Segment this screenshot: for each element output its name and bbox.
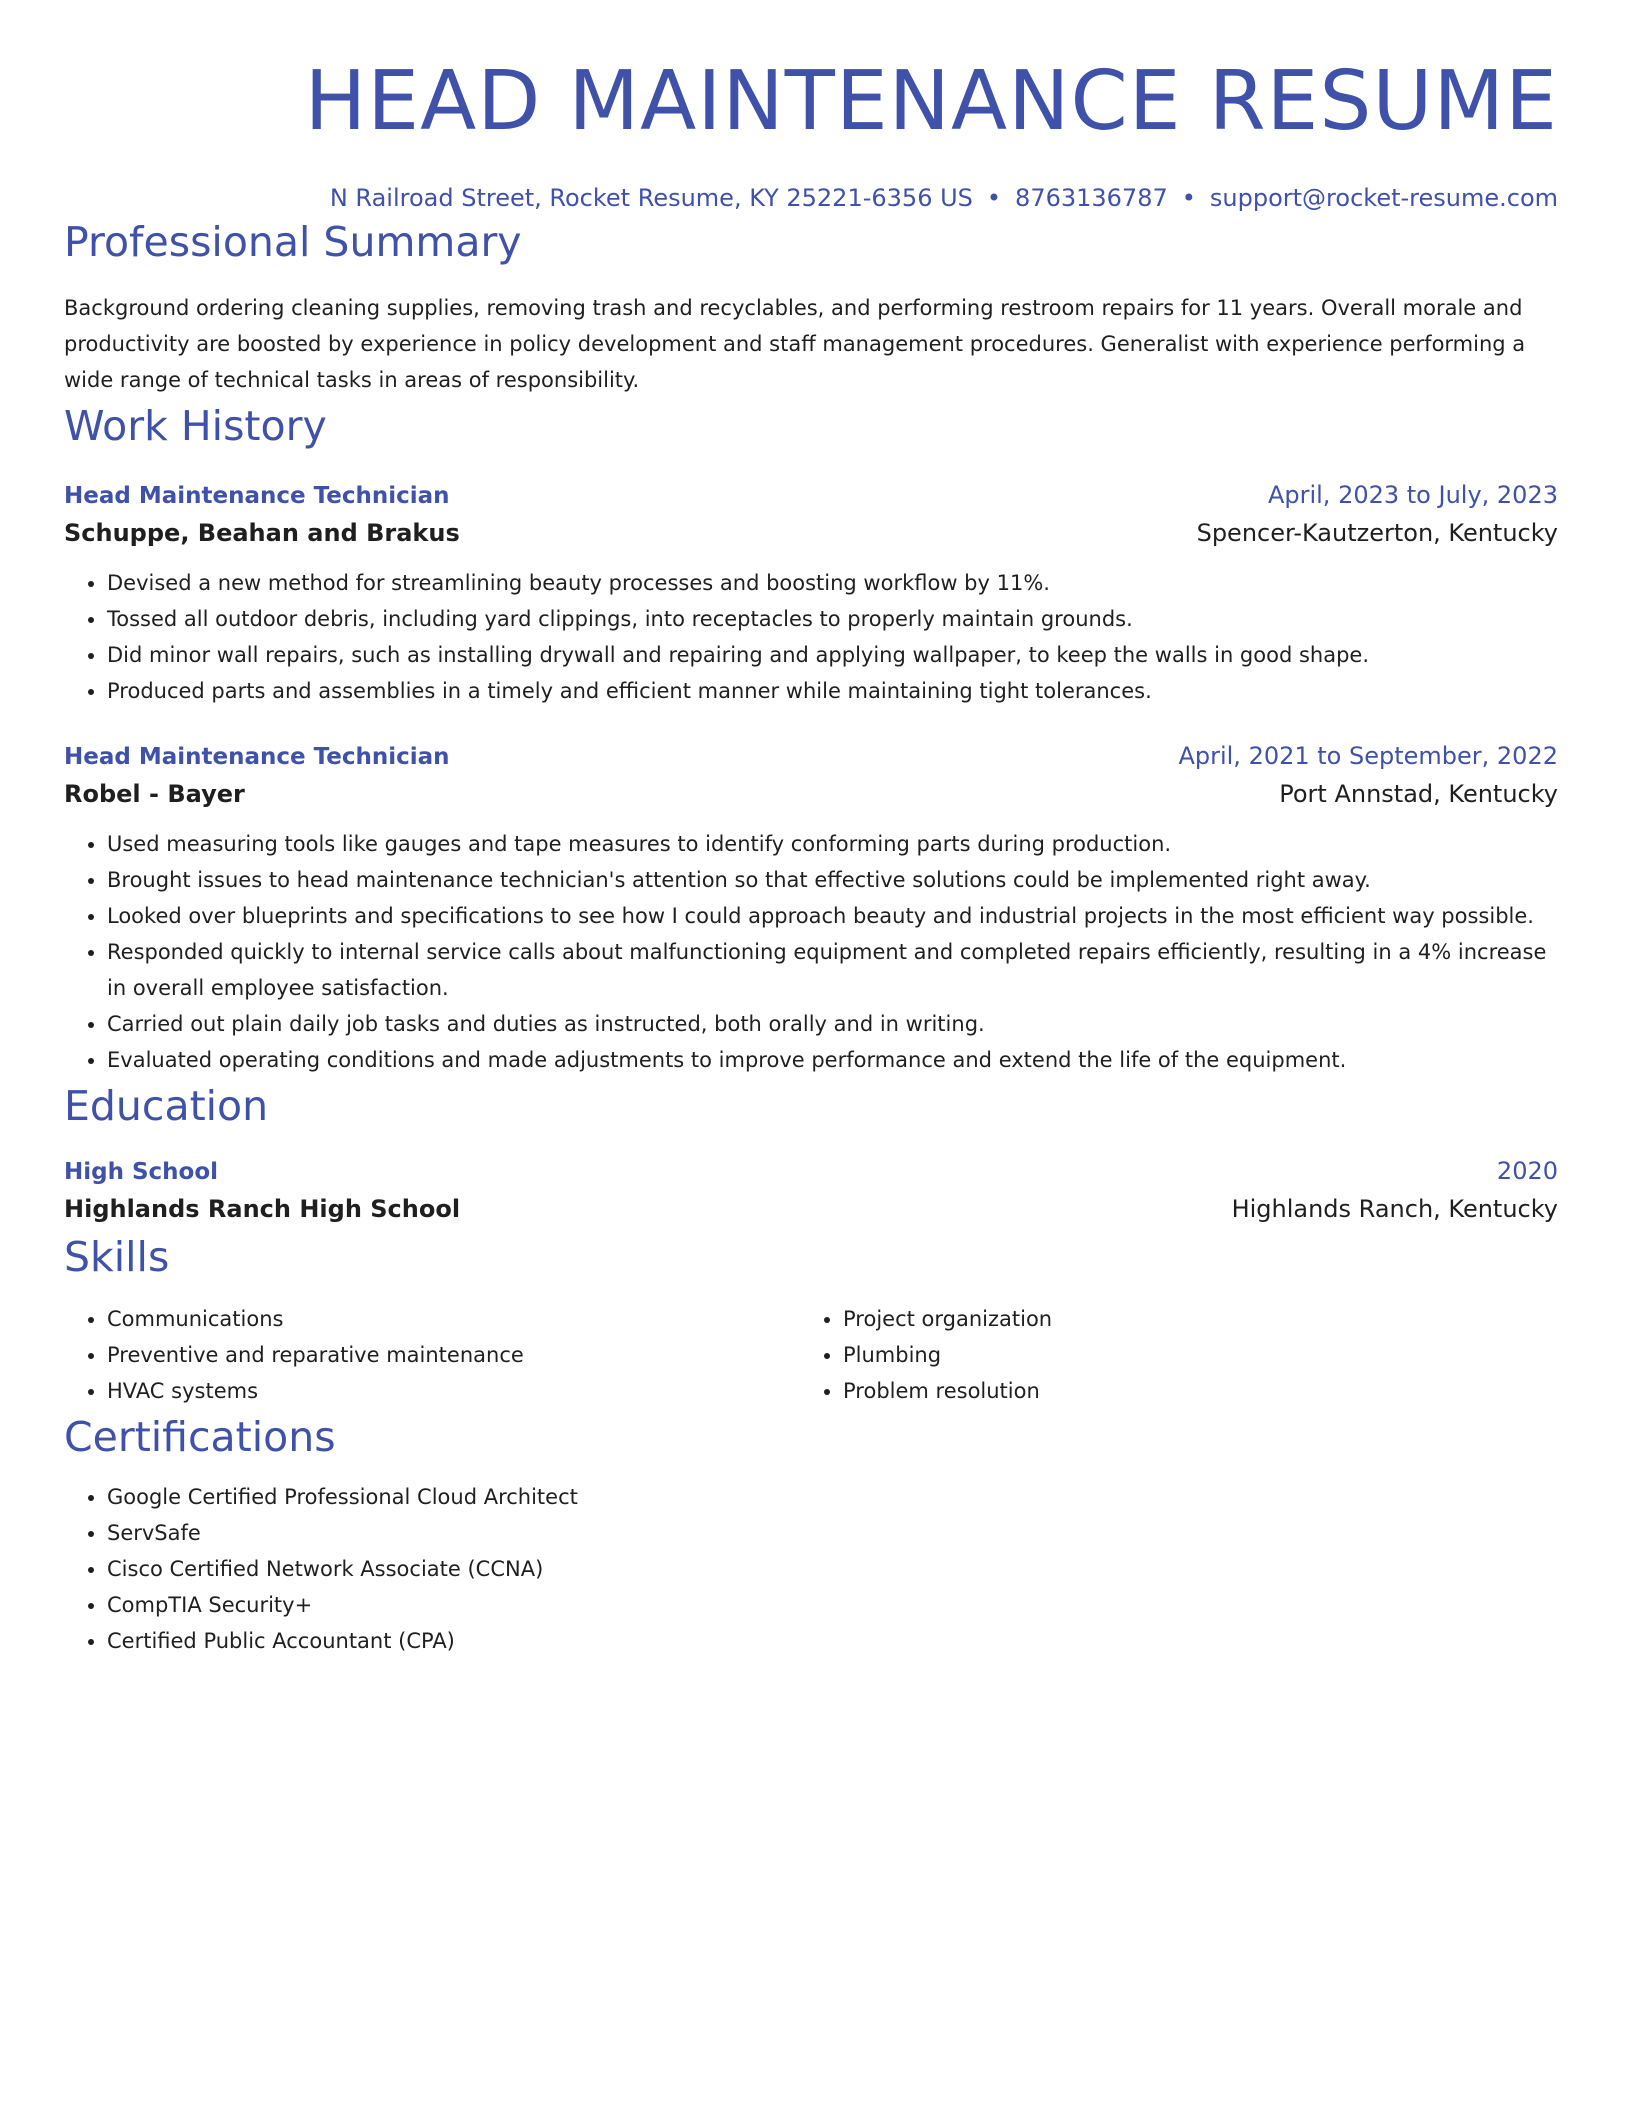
job-employer-row <box>64 513 1558 553</box>
certification-bullets <box>64 1479 1558 1659</box>
job-title-row <box>64 739 1558 774</box>
job-bullet: • Did minor wall repairs, such as installing drywall and repairing and applying wallpaper, to keep the walls in good shape. <box>107 637 1558 673</box>
skills-column-right <box>800 1301 1536 1409</box>
resume-page <box>64 0 1558 1659</box>
education-degree: High School <box>64 1159 219 1185</box>
job-title: Head Maintenance Technician <box>64 744 450 770</box>
certification-item: • CompTIA Security+ <box>107 1587 1558 1623</box>
certification-item: • Certified Public Accountant (CPA) <box>107 1623 1558 1659</box>
skill-item: • Project organization <box>843 1301 1536 1337</box>
job-dates: April, 2021 to September, 2022 <box>1178 742 1558 770</box>
contact-email[interactable]: support@rocket-resume.com <box>1209 184 1558 212</box>
skill-item: • HVAC systems <box>107 1373 800 1409</box>
summary-heading: Professional Summary <box>64 218 522 266</box>
job-bullet: • Responded quickly to internal service calls about malfunctioning equipment and completed repairs efficiently, resulting in a 4% increase in overall employee satisfaction. <box>107 934 1558 1006</box>
skills-list <box>64 1301 1558 1409</box>
certifications-list <box>64 1479 1558 1659</box>
summary-text: Background ordering cleaning supplies, removing trash and recyclables, and performing restroom repairs for 11 years. Overall morale and productivity are boosted by experience in policy development and staff management procedures. Generalist with experience performing a wide range of technical tasks in areas of responsibility. <box>64 296 1526 392</box>
skill-item: • Plumbing <box>843 1337 1536 1373</box>
education-school-row <box>64 1189 1558 1229</box>
work-history-heading: Work History <box>64 402 327 450</box>
skills-column-left <box>64 1301 800 1409</box>
job-title: Head Maintenance Technician <box>64 483 450 509</box>
job-bullet: • Evaluated operating conditions and made adjustments to improve performance and extend the life of the equipment. <box>107 1042 1558 1078</box>
job-title-row <box>64 478 1558 513</box>
job-bullet: • Used measuring tools like gauges and tape measures to identify conforming parts during production. <box>107 826 1558 862</box>
job-location: Port Annstad, Kentucky <box>1279 780 1558 808</box>
education-heading: Education <box>64 1082 269 1130</box>
job-employer-row <box>64 774 1558 814</box>
contact-address: N Railroad Street, Rocket Resume, KY 25221-6356 US <box>329 184 973 212</box>
job-employer: Robel - Bayer <box>64 780 245 808</box>
job-bullet: • Tossed all outdoor debris, including yard clippings, into receptacles to properly maintain grounds. <box>107 601 1558 637</box>
education-school: Highlands Ranch High School <box>64 1195 461 1223</box>
certification-item: • Cisco Certified Network Associate (CCNA) <box>107 1551 1558 1587</box>
job-bullet: • Looked over blueprints and specifications to see how I could approach beauty and industrial projects in the most efficient way possible. <box>107 898 1558 934</box>
resume-header <box>64 52 1558 214</box>
education-location: Highlands Ranch, Kentucky <box>1231 1195 1558 1223</box>
certifications-heading: Certifications <box>64 1413 336 1461</box>
job-dates: April, 2023 to July, 2023 <box>1267 481 1558 509</box>
contact-phone: 8763136787 <box>1015 184 1168 212</box>
skill-item: • Preventive and reparative maintenance <box>107 1337 800 1373</box>
job-bullets <box>64 565 1558 709</box>
skills-heading: Skills <box>64 1233 170 1281</box>
resume-title: HEAD MAINTENANCE RESUME <box>304 54 1558 149</box>
education-year: 2020 <box>1496 1157 1558 1185</box>
job-bullet: • Brought issues to head maintenance technician's attention so that effective solutions could be implemented right away. <box>107 862 1558 898</box>
skills-bullets <box>64 1301 800 1409</box>
job-employer: Schuppe, Beahan and Brakus <box>64 519 460 547</box>
education-entry <box>64 1154 1558 1229</box>
job-location: Spencer-Kautzerton, Kentucky <box>1196 519 1558 547</box>
job-bullet: • Devised a new method for streamlining beauty processes and boosting workflow by 11%. <box>107 565 1558 601</box>
job-bullet: • Produced parts and assemblies in a timely and efficient manner while maintaining tight tolerances. <box>107 673 1558 709</box>
contact-separator: • <box>986 184 1002 212</box>
skill-item: • Communications <box>107 1301 800 1337</box>
contact-line <box>64 182 1558 214</box>
skill-item: • Problem resolution <box>843 1373 1536 1409</box>
education-degree-row <box>64 1154 1558 1189</box>
job-bullet: • Carried out plain daily job tasks and duties as instructed, both orally and in writing. <box>107 1006 1558 1042</box>
job-entry <box>64 739 1558 1078</box>
job-entry <box>64 478 1558 709</box>
certification-item: • ServSafe <box>107 1515 1558 1551</box>
job-bullets <box>64 826 1558 1078</box>
skills-bullets <box>800 1301 1536 1409</box>
certification-item: • Google Certified Professional Cloud Architect <box>107 1479 1558 1515</box>
contact-separator: • <box>1181 184 1196 212</box>
